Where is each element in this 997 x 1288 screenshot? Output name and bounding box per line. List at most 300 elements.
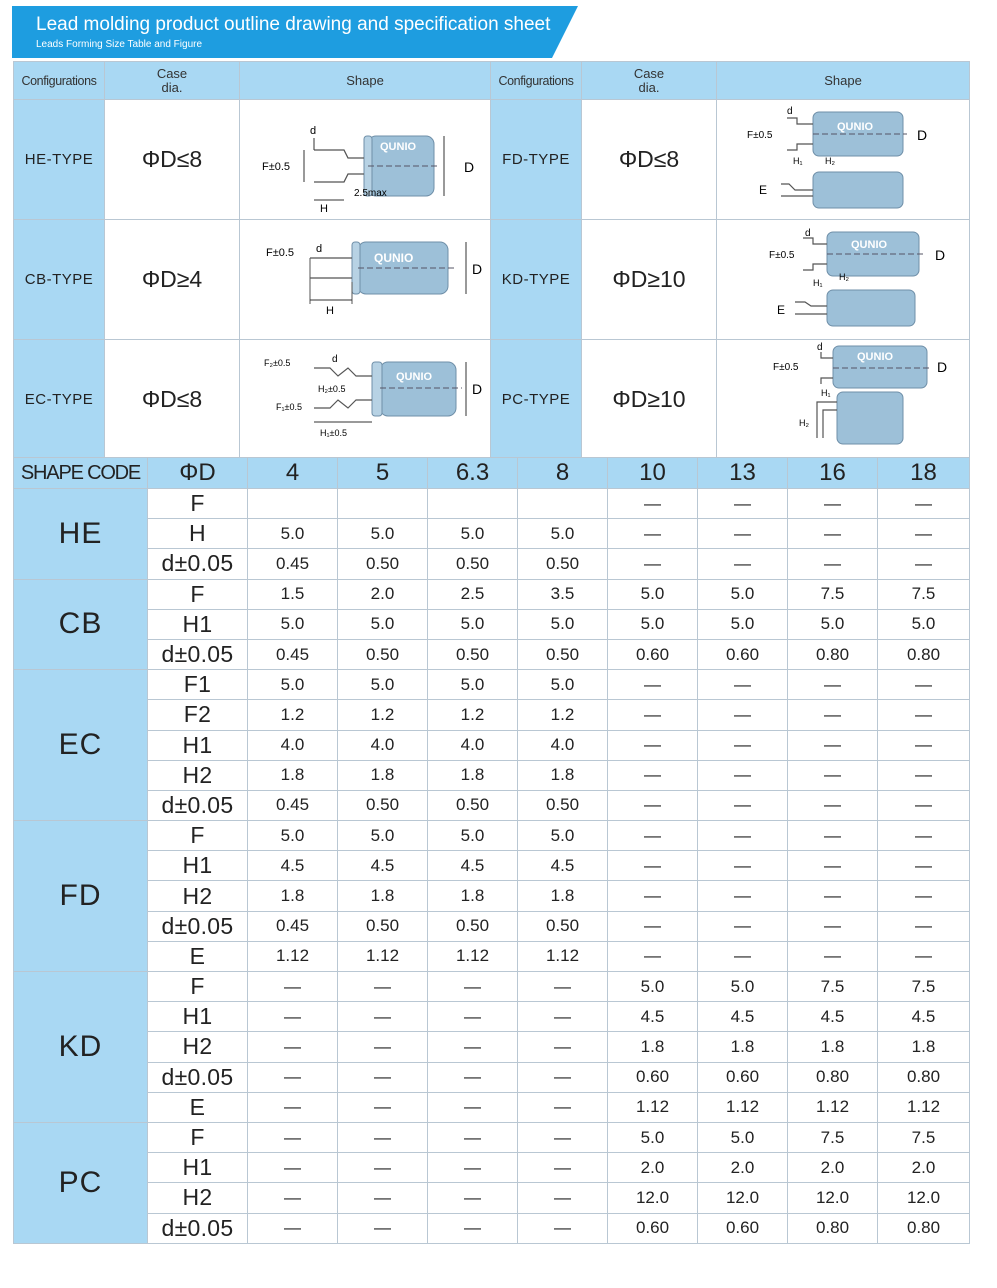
value-cell: —	[338, 1032, 428, 1062]
fd-type-drawing	[717, 100, 970, 220]
value-cell: —	[788, 670, 878, 700]
value-cell: —	[878, 730, 970, 760]
spec-table	[13, 457, 970, 1244]
shape-code-cell: PC	[14, 1122, 148, 1243]
svg-text:E: E	[777, 303, 786, 317]
value-cell: —	[428, 1032, 518, 1062]
value-cell: —	[428, 1002, 518, 1032]
value-cell: 4.0	[338, 730, 428, 760]
value-cell: 5.0	[518, 519, 608, 549]
value-cell	[428, 489, 518, 519]
value-cell: —	[878, 519, 970, 549]
value-cell: —	[788, 700, 878, 730]
value-cell: —	[608, 519, 698, 549]
param-cell: H	[148, 519, 248, 549]
value-cell: 0.50	[518, 549, 608, 579]
value-cell: 2.0	[788, 1153, 878, 1183]
svg-text:H₁: H₁	[813, 278, 823, 288]
value-cell: —	[788, 760, 878, 790]
value-cell: 0.50	[428, 911, 518, 941]
value-cell: 5.0	[338, 609, 428, 639]
value-cell: 0.80	[878, 1062, 970, 1092]
spec-row	[14, 1092, 970, 1122]
value-cell: 7.5	[788, 579, 878, 609]
param-cell: H2	[148, 1032, 248, 1062]
spec-row	[14, 1062, 970, 1092]
value-cell: 1.8	[518, 881, 608, 911]
value-cell: —	[428, 972, 518, 1002]
value-cell: 4.5	[428, 851, 518, 881]
value-cell: 0.50	[518, 911, 608, 941]
value-cell: 0.60	[698, 1062, 788, 1092]
value-cell: —	[518, 1092, 608, 1122]
value-cell: 4.0	[518, 730, 608, 760]
header-shape: Shape	[717, 62, 970, 100]
value-cell: —	[698, 670, 788, 700]
value-cell: 0.60	[608, 1062, 698, 1092]
spec-row	[14, 700, 970, 730]
svg-text:F±0.5: F±0.5	[773, 362, 799, 373]
value-cell: 5.0	[608, 1122, 698, 1152]
spec-row	[14, 1002, 970, 1032]
value-cell: —	[698, 881, 788, 911]
spec-row	[14, 730, 970, 760]
header-size: 16	[788, 458, 878, 489]
value-cell: 0.50	[428, 549, 518, 579]
value-cell: 7.5	[878, 579, 970, 609]
spec-row	[14, 760, 970, 790]
config-type: HE-TYPE	[14, 100, 105, 220]
value-cell: 12.0	[608, 1183, 698, 1213]
value-cell: 1.2	[338, 700, 428, 730]
value-cell: —	[338, 1092, 428, 1122]
value-cell: 5.0	[878, 609, 970, 639]
value-cell: 12.0	[878, 1183, 970, 1213]
value-cell: —	[698, 549, 788, 579]
svg-text:H₁±0.5: H₁±0.5	[320, 428, 347, 438]
value-cell: 1.8	[788, 1032, 878, 1062]
value-cell: —	[248, 1183, 338, 1213]
pc-type-drawing	[717, 340, 970, 460]
value-cell: —	[248, 1153, 338, 1183]
value-cell: 5.0	[338, 519, 428, 549]
value-cell: 5.0	[428, 670, 518, 700]
value-cell: —	[698, 911, 788, 941]
value-cell: —	[698, 941, 788, 971]
value-cell: —	[788, 881, 878, 911]
value-cell: —	[338, 1153, 428, 1183]
value-cell: 1.8	[608, 1032, 698, 1062]
param-cell: F	[148, 489, 248, 519]
case-dia: ΦD≥10	[582, 220, 717, 340]
param-cell: E	[148, 1092, 248, 1122]
value-cell: 1.12	[428, 941, 518, 971]
cb-type-drawing	[240, 220, 491, 340]
value-cell: 3.5	[518, 579, 608, 609]
value-cell: 5.0	[698, 579, 788, 609]
value-cell: 5.0	[518, 670, 608, 700]
value-cell: 12.0	[788, 1183, 878, 1213]
value-cell: —	[878, 821, 970, 851]
value-cell: —	[428, 1213, 518, 1243]
value-cell: 5.0	[428, 609, 518, 639]
value-cell: —	[338, 972, 428, 1002]
param-cell: H1	[148, 730, 248, 760]
value-cell: 7.5	[878, 972, 970, 1002]
svg-text:H₂: H₂	[839, 272, 849, 282]
svg-text:d: d	[310, 125, 317, 137]
value-cell: 1.12	[608, 1092, 698, 1122]
value-cell: 1.8	[428, 881, 518, 911]
svg-text:E: E	[759, 183, 768, 197]
param-cell: d±0.05	[148, 1213, 248, 1243]
value-cell: 1.8	[428, 760, 518, 790]
value-cell: 1.8	[518, 760, 608, 790]
case-dia: ΦD≥4	[105, 220, 240, 340]
header-case-dia: Case dia.	[582, 62, 717, 100]
param-cell: F1	[148, 670, 248, 700]
value-cell: —	[698, 700, 788, 730]
header-size: 18	[878, 458, 970, 489]
value-cell: 7.5	[788, 1122, 878, 1152]
value-cell: 0.50	[428, 639, 518, 669]
value-cell: —	[878, 700, 970, 730]
header-configurations: Configurations	[491, 62, 582, 100]
svg-text:D: D	[472, 261, 483, 277]
value-cell: —	[698, 760, 788, 790]
svg-text:D: D	[937, 359, 948, 375]
value-cell: —	[248, 1092, 338, 1122]
value-cell: 1.12	[788, 1092, 878, 1122]
config-type: FD-TYPE	[491, 100, 582, 220]
param-cell: H1	[148, 1002, 248, 1032]
svg-text:D: D	[472, 381, 483, 397]
config-type: CB-TYPE	[14, 220, 105, 340]
value-cell: —	[608, 941, 698, 971]
svg-text:d: d	[316, 243, 323, 255]
param-cell: F	[148, 1122, 248, 1152]
value-cell: —	[608, 821, 698, 851]
svg-text:d: d	[805, 228, 811, 239]
svg-text:QUNIO: QUNIO	[837, 121, 874, 133]
value-cell: 1.5	[248, 579, 338, 609]
value-cell: —	[518, 1032, 608, 1062]
header-size: 6.3	[428, 458, 518, 489]
value-cell: 0.45	[248, 549, 338, 579]
value-cell: 1.12	[878, 1092, 970, 1122]
header-size: 8	[518, 458, 608, 489]
svg-text:D: D	[917, 127, 928, 143]
value-cell: —	[698, 821, 788, 851]
value-cell: 4.5	[518, 851, 608, 881]
spec-row	[14, 639, 970, 669]
value-cell: —	[428, 1153, 518, 1183]
value-cell: 2.0	[878, 1153, 970, 1183]
value-cell: —	[698, 790, 788, 820]
svg-text:F₁±0.5: F₁±0.5	[276, 402, 302, 412]
param-cell: H1	[148, 851, 248, 881]
value-cell: 1.12	[698, 1092, 788, 1122]
header-size: 13	[698, 458, 788, 489]
value-cell: 1.12	[338, 941, 428, 971]
value-cell: 5.0	[338, 670, 428, 700]
value-cell: 1.8	[878, 1032, 970, 1062]
value-cell: 0.80	[788, 639, 878, 669]
value-cell: 5.0	[518, 821, 608, 851]
value-cell: 1.8	[338, 760, 428, 790]
svg-text:d: d	[332, 354, 338, 365]
value-cell: —	[878, 941, 970, 971]
value-cell: 0.80	[878, 639, 970, 669]
value-cell: —	[878, 911, 970, 941]
svg-text:F₂±0.5: F₂±0.5	[264, 358, 291, 368]
value-cell: —	[608, 489, 698, 519]
value-cell: 1.12	[518, 941, 608, 971]
value-cell: —	[518, 1213, 608, 1243]
value-cell: —	[608, 760, 698, 790]
svg-text:d: d	[787, 106, 793, 117]
he-type-drawing	[240, 100, 491, 220]
svg-text:QUNIO: QUNIO	[857, 351, 894, 363]
page-subtitle: Leads Forming Size Table and Figure	[36, 39, 203, 50]
value-cell: —	[788, 790, 878, 820]
value-cell: —	[248, 1122, 338, 1152]
value-cell: 2.0	[608, 1153, 698, 1183]
case-dia: ΦD≤8	[105, 100, 240, 220]
value-cell: —	[788, 911, 878, 941]
svg-text:H₁: H₁	[793, 156, 803, 166]
header-configurations: Configurations	[14, 62, 105, 100]
value-cell: 4.5	[878, 1002, 970, 1032]
spec-row	[14, 609, 970, 639]
value-cell: —	[428, 1122, 518, 1152]
param-cell: F	[148, 821, 248, 851]
shape-code-cell: FD	[14, 821, 148, 972]
spec-row	[14, 881, 970, 911]
value-cell: 5.0	[248, 519, 338, 549]
value-cell: —	[698, 730, 788, 760]
svg-text:QUNIO: QUNIO	[851, 239, 888, 251]
value-cell: —	[518, 1153, 608, 1183]
value-cell: 0.60	[698, 639, 788, 669]
value-cell: 4.5	[698, 1002, 788, 1032]
svg-text:H₁: H₁	[821, 388, 831, 398]
shape-code-cell: HE	[14, 489, 148, 580]
value-cell: —	[608, 790, 698, 820]
value-cell: —	[878, 489, 970, 519]
value-cell: 0.60	[698, 1213, 788, 1243]
value-cell: —	[428, 1183, 518, 1213]
spec-row	[14, 1153, 970, 1183]
param-cell: F	[148, 579, 248, 609]
value-cell: —	[338, 1122, 428, 1152]
value-cell: 5.0	[698, 1122, 788, 1152]
value-cell: 5.0	[248, 670, 338, 700]
value-cell: 4.0	[428, 730, 518, 760]
value-cell: 5.0	[788, 609, 878, 639]
header-case-dia: Case dia.	[105, 62, 240, 100]
header-phi-d: ΦD	[148, 458, 248, 489]
value-cell: 5.0	[428, 519, 518, 549]
value-cell: —	[878, 851, 970, 881]
spec-row	[14, 1122, 970, 1152]
svg-text:QUNIO: QUNIO	[374, 251, 414, 265]
value-cell: 4.5	[338, 851, 428, 881]
value-cell: —	[788, 941, 878, 971]
case-dia: ΦD≤8	[105, 340, 240, 460]
value-cell: 4.0	[248, 730, 338, 760]
param-cell: d±0.05	[148, 911, 248, 941]
value-cell: —	[878, 881, 970, 911]
svg-text:F±0.5: F±0.5	[747, 130, 773, 141]
svg-text:F±0.5: F±0.5	[266, 247, 295, 259]
value-cell: 5.0	[608, 609, 698, 639]
title-banner	[12, 6, 578, 58]
value-cell: 1.2	[518, 700, 608, 730]
value-cell: 0.80	[788, 1062, 878, 1092]
value-cell	[248, 489, 338, 519]
svg-text:H: H	[326, 305, 334, 317]
value-cell: 1.2	[428, 700, 518, 730]
config-type: PC-TYPE	[491, 340, 582, 460]
value-cell: —	[698, 851, 788, 881]
spec-row	[14, 519, 970, 549]
value-cell: —	[788, 549, 878, 579]
spec-row	[14, 549, 970, 579]
value-cell: 2.0	[338, 579, 428, 609]
value-cell: —	[788, 489, 878, 519]
value-cell: 7.5	[788, 972, 878, 1002]
value-cell	[338, 489, 428, 519]
svg-text:H₂: H₂	[799, 418, 809, 428]
value-cell: —	[338, 1213, 428, 1243]
param-cell: d±0.05	[148, 1062, 248, 1092]
value-cell: 0.50	[428, 790, 518, 820]
value-cell: 5.0	[338, 821, 428, 851]
svg-text:H₂±0.5: H₂±0.5	[318, 384, 346, 394]
spec-row	[14, 1032, 970, 1062]
value-cell: —	[338, 1002, 428, 1032]
value-cell: —	[608, 730, 698, 760]
value-cell: 5.0	[248, 609, 338, 639]
value-cell: 1.8	[248, 760, 338, 790]
shape-code-cell: EC	[14, 670, 148, 821]
value-cell: 4.5	[248, 851, 338, 881]
param-cell: H2	[148, 1183, 248, 1213]
spec-row	[14, 670, 970, 700]
param-cell: H1	[148, 609, 248, 639]
value-cell: —	[788, 851, 878, 881]
svg-text:QUNIO: QUNIO	[396, 371, 433, 383]
spec-row	[14, 489, 970, 519]
value-cell: 1.8	[698, 1032, 788, 1062]
value-cell: —	[428, 1092, 518, 1122]
value-cell: —	[518, 1062, 608, 1092]
spec-row	[14, 579, 970, 609]
value-cell: 4.5	[608, 1002, 698, 1032]
header-size: 4	[248, 458, 338, 489]
spec-row	[14, 941, 970, 971]
value-cell: —	[518, 1002, 608, 1032]
svg-text:QUNIO: QUNIO	[380, 141, 417, 153]
spec-row	[14, 1213, 970, 1243]
value-cell: —	[608, 881, 698, 911]
value-cell: 0.60	[608, 639, 698, 669]
param-cell: d±0.05	[148, 790, 248, 820]
svg-text:H: H	[320, 203, 328, 214]
value-cell: —	[248, 1213, 338, 1243]
param-cell: F	[148, 972, 248, 1002]
value-cell: —	[698, 519, 788, 549]
header-shape: Shape	[240, 62, 491, 100]
value-cell: —	[878, 670, 970, 700]
case-dia: ΦD≥10	[582, 340, 717, 460]
value-cell: —	[608, 851, 698, 881]
value-cell: —	[878, 549, 970, 579]
param-cell: H2	[148, 881, 248, 911]
header-size: 5	[338, 458, 428, 489]
value-cell: —	[248, 1002, 338, 1032]
config-type: EC-TYPE	[14, 340, 105, 460]
param-cell: H2	[148, 760, 248, 790]
value-cell: 1.8	[248, 881, 338, 911]
case-dia: ΦD≤8	[582, 100, 717, 220]
spec-row	[14, 821, 970, 851]
param-cell: d±0.05	[148, 549, 248, 579]
param-cell: d±0.05	[148, 639, 248, 669]
spec-row	[14, 972, 970, 1002]
spec-row	[14, 911, 970, 941]
svg-text:2.5max: 2.5max	[354, 188, 387, 199]
value-cell: 0.80	[788, 1213, 878, 1243]
value-cell: 0.50	[518, 639, 608, 669]
value-cell: 2.5	[428, 579, 518, 609]
value-cell: —	[518, 1122, 608, 1152]
value-cell: 0.50	[518, 790, 608, 820]
value-cell: 0.50	[338, 911, 428, 941]
spec-row	[14, 790, 970, 820]
value-cell: 0.50	[338, 549, 428, 579]
value-cell: 5.0	[428, 821, 518, 851]
value-cell: 5.0	[698, 609, 788, 639]
value-cell: 0.50	[338, 639, 428, 669]
value-cell: —	[878, 760, 970, 790]
svg-text:D: D	[935, 247, 946, 263]
value-cell: —	[338, 1062, 428, 1092]
value-cell: —	[788, 519, 878, 549]
header-size: 10	[608, 458, 698, 489]
value-cell: —	[608, 670, 698, 700]
value-cell: 0.80	[878, 1213, 970, 1243]
shape-code-cell: CB	[14, 579, 148, 670]
value-cell: —	[878, 790, 970, 820]
value-cell: —	[788, 821, 878, 851]
value-cell: —	[338, 1183, 428, 1213]
svg-text:D: D	[464, 159, 475, 175]
value-cell: 1.12	[248, 941, 338, 971]
config-type: KD-TYPE	[491, 220, 582, 340]
value-cell: 0.45	[248, 790, 338, 820]
param-cell: F2	[148, 700, 248, 730]
value-cell: 0.50	[338, 790, 428, 820]
value-cell: 1.2	[248, 700, 338, 730]
param-cell: E	[148, 941, 248, 971]
svg-text:F±0.5: F±0.5	[769, 250, 795, 261]
ec-type-drawing	[240, 340, 491, 460]
value-cell: 12.0	[698, 1183, 788, 1213]
value-cell: —	[248, 1032, 338, 1062]
value-cell: 2.0	[698, 1153, 788, 1183]
